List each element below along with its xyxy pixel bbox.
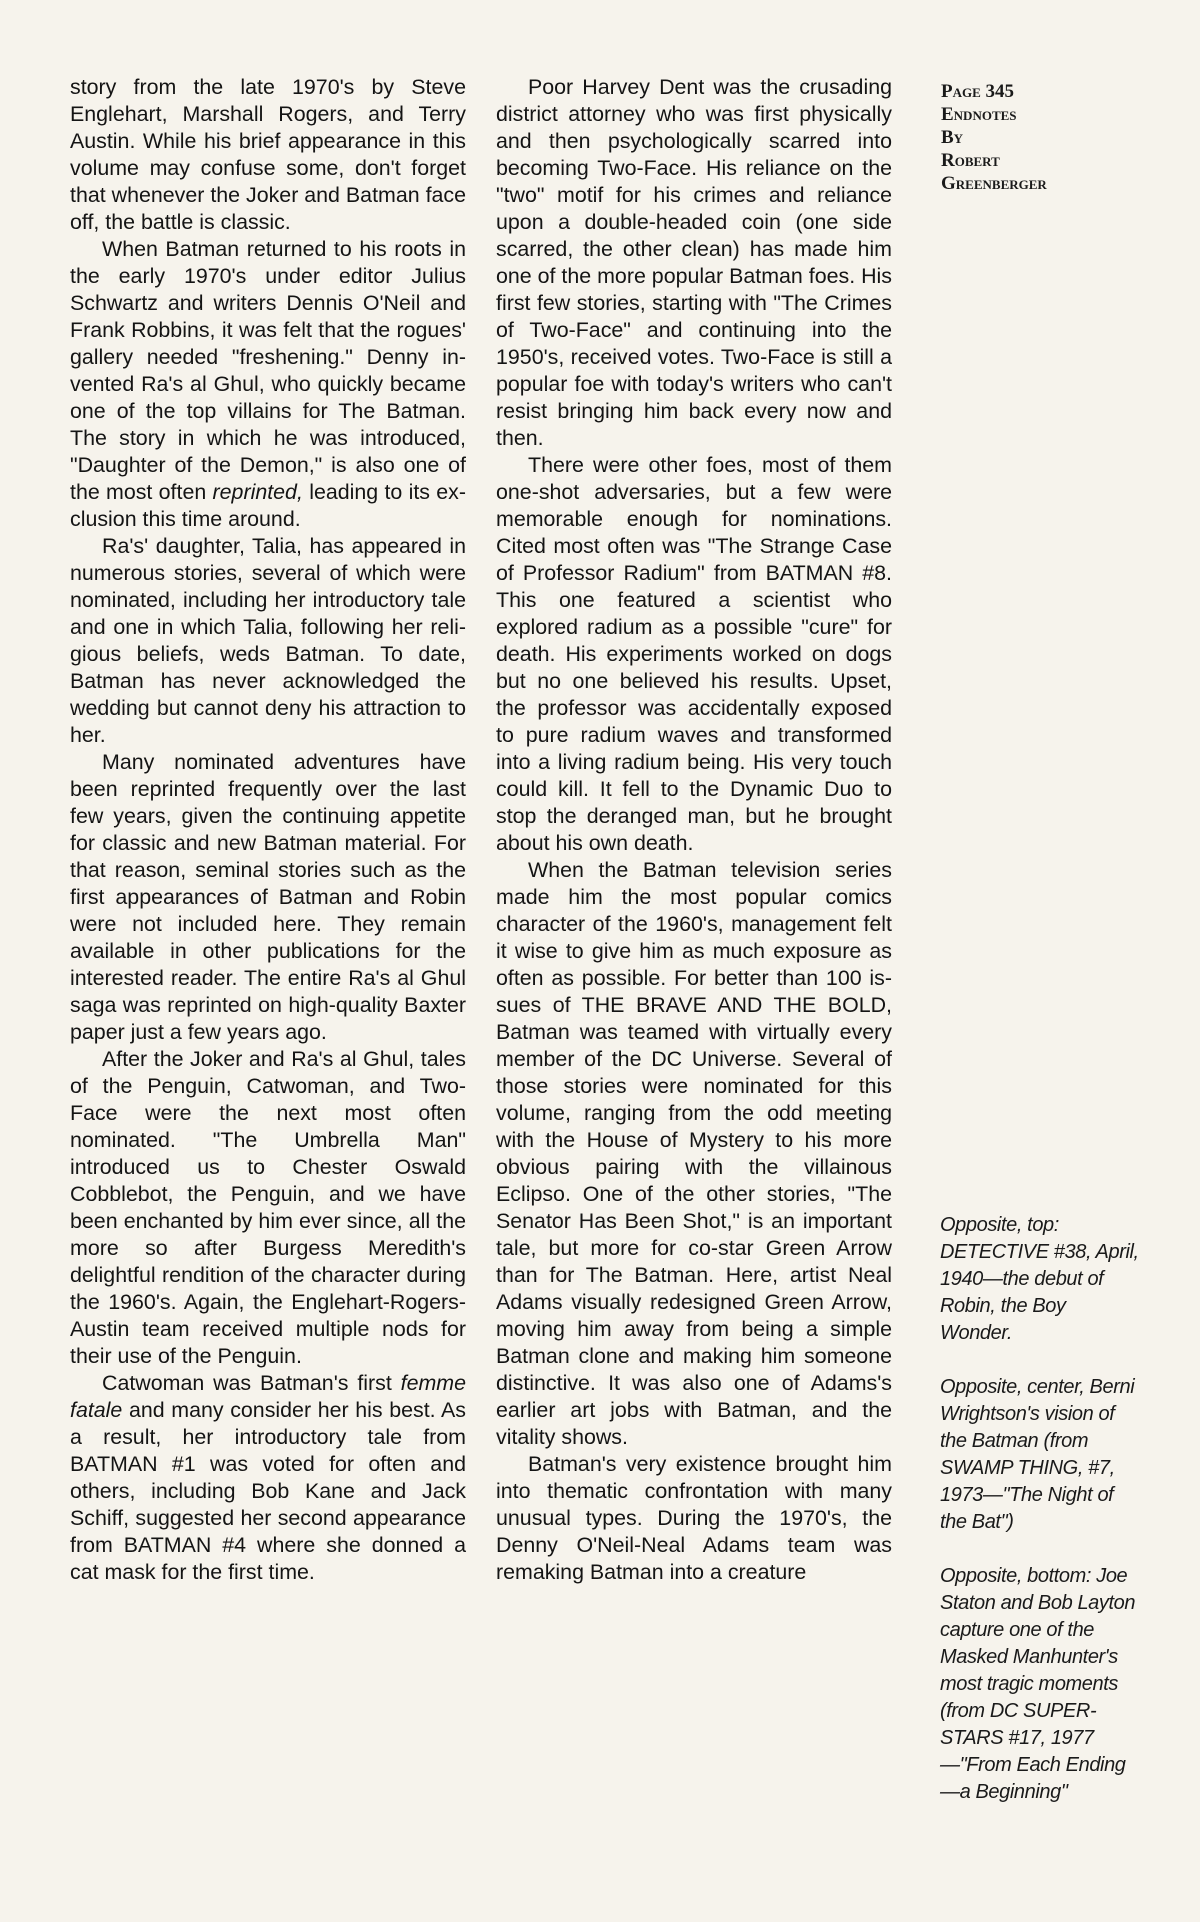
paragraph-text: When Batman returned to his roots in the early 1970's under editor Julius Schwartz and writers Dennis O'Neil and Frank Robbins, it was felt that the rogues' gallery needed "freshening." Denny invented Ra's al Ghul, who quickly became one of the top villains for The Batman. The story in which he was introduced, "Daughter of the Demon," is also one of the most often bbox=[70, 237, 466, 504]
author-last-name: Greenberger bbox=[941, 173, 1047, 194]
caption-bottom: Opposite, bottom: Joe Staton and Bob Layton capture one of the Masked Manhunter's most tragic moments (from DC SUPER-STARS #17, 1977—"From Each Ending —a Beginning" bbox=[940, 1565, 1136, 1803]
page-header bbox=[941, 80, 1141, 195]
text-column-left bbox=[70, 74, 466, 1586]
paragraph-text: leading to its exclusion this time around. bbox=[70, 480, 466, 531]
paragraph: story from the late 1970's by Steve Englehart, Marshall Rogers, and Terry Austin. While his brief appearance in this volume may confuse some, don't forget that whenever the Joker and Batman face off, the battle is classic. bbox=[70, 75, 466, 234]
paragraph-text: Catwoman was Batman's first bbox=[102, 1371, 401, 1395]
paragraph bbox=[70, 1370, 466, 1586]
byline-label: By bbox=[941, 127, 964, 148]
caption-center: Opposite, center, Berni Wrightson's vision of the Batman (from SWAMP THING, #7, 1973—"The Night of the Bat") bbox=[940, 1376, 1135, 1533]
italic-phrase: femme fatale bbox=[70, 1371, 466, 1422]
paragraph: Many nominated adventures have been reprinted frequently over the last few years, given the continuing appetite for classic and new Batman material. For that reason, seminal stories such as the first appearances of Batman and Robin were not included here. They remain available in other publications for the interested reader. The entire Ra's al Ghul saga was reprinted on high-quality Baxter paper just a few years ago. bbox=[70, 750, 466, 1044]
caption-column bbox=[940, 1212, 1140, 1833]
author-first-name: Robert bbox=[941, 150, 1000, 171]
paragraph: When the Batman television series made him the most popular comics character of the 1960's, management felt it wise to give him as much exposure as often as possible. For better than 100 issues of THE BRAVE AND THE BOLD, Batman was teamed with virtually every member of the DC Universe. Several of those stories were nominated for this volume, ranging from the odd meeting with the House of Mystery to his more obvious pairing with the villainous Eclipso. One of the other stories, "The Senator Has Been Shot," is an important tale, but more for co-star Green Arrow than for The Batman. Here, artist Neal Adams visually redesigned Green Arrow, moving him away from being a simple Batman clone and making him someone distinctive. It was also one of Adams's earlier art jobs with Batman, and the vitality shows. bbox=[496, 858, 892, 1449]
page-number: Page 345 bbox=[941, 81, 1015, 102]
section-title: Endnotes bbox=[941, 104, 1017, 125]
paragraph: Ra's' daughter, Talia, has appeared in numerous stories, several of which were nominated, including her introductory tale and one in which Talia, following her religious beliefs, weds Batman. To date, Batman has never acknowledged the wedding but cannot deny his attraction to her. bbox=[70, 534, 466, 747]
paragraph-text: and many consider her his best. As a result, her introductory tale from BATMAN #1 was voted for often and others, including Bob Kane and Jack Schiff, suggested her second appearance from BATMAN #4 where she donned a cat mask for the first time. bbox=[70, 1398, 466, 1584]
paragraph bbox=[70, 236, 466, 533]
caption-top: Opposite, top: DETECTIVE #38, April, 1940—the debut of Robin, the Boy Wonder. bbox=[940, 1214, 1139, 1344]
paragraph: There were other foes, most of them one-shot adversaries, but a few were memorable enough for nominations. Cited most often was "The Strange Case of Professor Radium" from BATMAN #8. This one featured a scientist who explored radium as a possible "cure" for death. His experiments worked on dogs but no one believed his results. Upset, the professor was accidentally exposed to pure radium waves and transformed into a living radium being. His very touch could kill. It fell to the Dynamic Duo to stop the deranged man, but he brought about his own death. bbox=[496, 453, 892, 855]
paragraph: Batman's very existence brought him into thematic confrontation with many unusual types. During the 1970's, the Denny O'Neil-Neal Adams team was remaking Batman into a creature bbox=[496, 1452, 892, 1584]
paragraph: Poor Harvey Dent was the crusading district attorney who was first physically and then psychologically scarred into becoming Two-Face. His reliance on the "two" motif for his crimes and reliance upon a double-headed coin (one side scarred, the other clean) has made him one of the more popular Batman foes. His first few stories, starting with "The Crimes of Two-Face" and continuing into the 1950's, received votes. Two-Face is still a popular foe with today's writers who can't resist bringing him back every now and then. bbox=[496, 75, 892, 450]
italic-word: reprinted, bbox=[212, 480, 303, 504]
paragraph: After the Joker and Ra's al Ghul, tales of the Penguin, Catwoman, and Two-Face were the next most often nominated. "The Umbrella Man" introduced us to Chester Oswald Cobblebot, the Penguin, and we have been enchanted by him ever since, all the more so after Burgess Meredith's delightful rendition of the character during the 1960's. Again, the Englehart-Rogers-Austin team received multiple nods for their use of the Penguin. bbox=[70, 1047, 466, 1368]
text-column-right bbox=[496, 74, 892, 1586]
